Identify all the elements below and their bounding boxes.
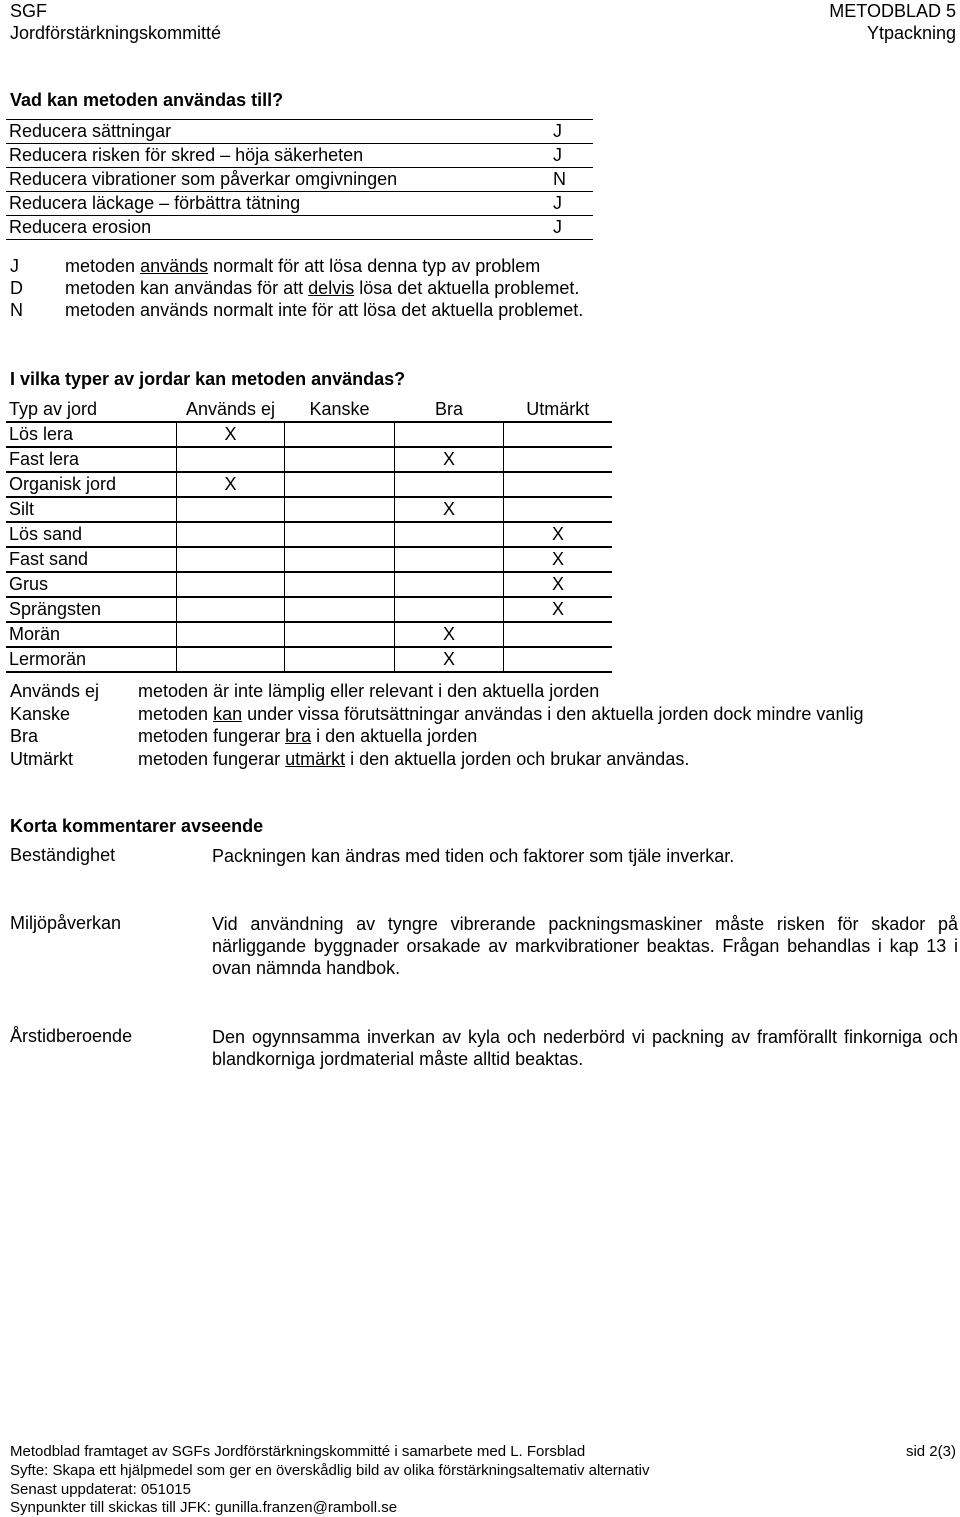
soil-mark bbox=[177, 572, 285, 597]
soil-row bbox=[6, 572, 612, 597]
soil-column-header: Utmärkt bbox=[504, 398, 613, 422]
soil-legend-text bbox=[138, 726, 477, 747]
soil-row bbox=[6, 547, 612, 572]
soil-table bbox=[6, 398, 612, 673]
soil-row bbox=[6, 497, 612, 522]
emphasis: bra bbox=[285, 726, 312, 746]
emphasis: används bbox=[140, 256, 209, 276]
legend-code: D bbox=[10, 278, 23, 298]
soil-type: Lös lera bbox=[6, 422, 177, 447]
soil-mark: X bbox=[395, 497, 504, 522]
soil-column-header: Typ av jord bbox=[6, 398, 177, 422]
footer-purpose: Syfte: Skapa ett hjälpmedel som ger en överskådlig bild av olika förstärkningsaltemativ alternativ bbox=[10, 1462, 650, 1479]
soil-mark bbox=[395, 522, 504, 547]
soil-row bbox=[6, 472, 612, 497]
comment-text: Vid användning av tyngre vibrerande packningsmaskiner måste risken för skador på närliggande byggnader orsakade av markvibrationer beaktas. Frågan behandlas i kap 13 i ovan nämnda handbok. bbox=[212, 914, 958, 978]
soil-mark: X bbox=[504, 522, 613, 547]
text-part: metoden bbox=[138, 703, 214, 724]
usage-task: Reducera sättningar bbox=[6, 120, 539, 144]
comment-term: Miljöpåverkan bbox=[10, 913, 122, 933]
soil-header-row bbox=[6, 398, 612, 422]
soil-mark bbox=[504, 497, 613, 522]
soil-legend-term: Bra bbox=[10, 726, 39, 746]
comment-term: Beständighet bbox=[10, 845, 116, 865]
soil-type: Organisk jord bbox=[6, 472, 177, 497]
legend-text bbox=[65, 256, 540, 277]
soil-mark bbox=[285, 622, 395, 647]
soil-mark bbox=[504, 622, 613, 647]
soil-mark: X bbox=[177, 422, 285, 447]
soil-mark: X bbox=[177, 472, 285, 497]
soil-mark bbox=[285, 647, 395, 672]
soil-legend-term: Utmärkt bbox=[10, 748, 73, 769]
legend-code: N bbox=[10, 300, 23, 320]
legend-code: J bbox=[10, 256, 19, 276]
soil-column-header: Kanske bbox=[285, 398, 395, 422]
soil-mark bbox=[285, 422, 395, 447]
soil-row bbox=[6, 522, 612, 547]
text-part: i den aktuella jorden och brukar användas. bbox=[345, 748, 690, 769]
usage-title: Vad kan metoden användas till? bbox=[10, 90, 284, 110]
soil-type: Lös sand bbox=[6, 522, 177, 547]
soils-title: I vilka typer av jordar kan metoden användas? bbox=[10, 369, 406, 389]
soil-legend-text bbox=[138, 749, 689, 770]
soil-legend-term: Kanske bbox=[10, 703, 71, 724]
soil-mark bbox=[395, 422, 504, 447]
soil-legend-text bbox=[138, 681, 599, 702]
soil-mark bbox=[285, 572, 395, 597]
soil-mark bbox=[285, 472, 395, 497]
soil-legend-term: Används ej bbox=[10, 681, 100, 701]
usage-task: Reducera vibrationer som påverkar omgivningen bbox=[6, 168, 539, 192]
soil-mark bbox=[285, 597, 395, 622]
soil-mark: X bbox=[395, 647, 504, 672]
soil-mark bbox=[504, 447, 613, 472]
comments-title: Korta kommentarer avseende bbox=[10, 816, 264, 836]
text-part: normalt för att lösa denna typ av problem bbox=[208, 256, 541, 276]
soil-mark bbox=[504, 647, 613, 672]
comment-text: Den ogynnsamma inverkan av kyla och nederbörd vi packning av framförallt finkorniga och blandkorniga jordmaterial måste alltid beaktas. bbox=[212, 1027, 958, 1069]
soil-type: Grus bbox=[6, 572, 177, 597]
header-method: Ytpackning bbox=[866, 23, 956, 43]
usage-row bbox=[6, 192, 593, 216]
usage-answer: J bbox=[539, 144, 593, 168]
usage-table bbox=[6, 119, 593, 240]
usage-task: Reducera erosion bbox=[6, 216, 539, 240]
soil-row bbox=[6, 422, 612, 447]
soil-mark bbox=[504, 472, 613, 497]
soil-mark bbox=[177, 497, 285, 522]
soil-mark bbox=[177, 522, 285, 547]
header-org: SGF bbox=[10, 1, 48, 21]
text-part: metoden används normalt inte för att lösa det aktuella problemet. bbox=[65, 300, 584, 320]
soil-mark: X bbox=[504, 572, 613, 597]
soil-column-header: Bra bbox=[395, 398, 504, 422]
footer-contact: Synpunkter till skickas till JFK: gunilla.franzen@ramboll.se bbox=[10, 1499, 398, 1516]
soil-row bbox=[6, 647, 612, 672]
soil-mark bbox=[177, 622, 285, 647]
soil-mark bbox=[177, 597, 285, 622]
soil-type: Fast lera bbox=[6, 447, 177, 472]
soil-row bbox=[6, 447, 612, 472]
soil-mark bbox=[285, 447, 395, 472]
soil-type: Silt bbox=[6, 497, 177, 522]
usage-row bbox=[6, 144, 593, 168]
soil-mark bbox=[395, 572, 504, 597]
soil-mark bbox=[395, 597, 504, 622]
soil-mark bbox=[395, 472, 504, 497]
soil-mark bbox=[285, 497, 395, 522]
usage-answer: J bbox=[539, 120, 593, 144]
usage-answer: N bbox=[539, 168, 593, 192]
soil-column-header: Används ej bbox=[177, 398, 285, 422]
soil-type: Lermorän bbox=[6, 647, 177, 672]
text-part: metoden fungerar bbox=[138, 748, 286, 769]
emphasis: kan bbox=[213, 703, 243, 724]
soil-mark: X bbox=[395, 622, 504, 647]
emphasis: delvis bbox=[308, 278, 355, 298]
text-part: metoden bbox=[65, 256, 141, 276]
soil-mark: X bbox=[504, 547, 613, 572]
soil-mark: X bbox=[395, 447, 504, 472]
text-part: i den aktuella jorden bbox=[311, 726, 478, 746]
soil-row bbox=[6, 622, 612, 647]
legend-text bbox=[65, 278, 579, 299]
soil-mark bbox=[504, 422, 613, 447]
comment-text: Packningen kan ändras med tiden och faktorer som tjäle inverkar. bbox=[212, 846, 735, 866]
footer-credit: Metodblad framtaget av SGFs Jordförstärkningskommitté i samarbete med L. Forsblad bbox=[10, 1443, 586, 1460]
header-committee: Jordförstärkningskommitté bbox=[10, 23, 222, 43]
text-part: metoden kan användas för att bbox=[65, 278, 309, 298]
usage-row bbox=[6, 216, 593, 240]
soil-legend-text bbox=[138, 704, 863, 725]
comment-term: Årstidberoende bbox=[10, 1026, 133, 1046]
header-doc-number: METODBLAD 5 bbox=[829, 1, 956, 21]
usage-task: Reducera risken för skred – höja säkerheten bbox=[6, 144, 539, 168]
text-part: under vissa förutsättningar användas i den aktuella jorden dock mindre vanlig bbox=[242, 703, 864, 724]
text-part: lösa det aktuella problemet. bbox=[354, 278, 580, 298]
soil-mark bbox=[285, 522, 395, 547]
usage-row bbox=[6, 120, 593, 144]
emphasis: utmärkt bbox=[285, 748, 346, 769]
soil-mark bbox=[177, 647, 285, 672]
usage-row bbox=[6, 168, 593, 192]
text-part: metoden fungerar bbox=[138, 726, 286, 746]
soil-type: Morän bbox=[6, 622, 177, 647]
soil-mark bbox=[395, 547, 504, 572]
footer-page-number: sid 2(3) bbox=[905, 1443, 956, 1460]
soil-row bbox=[6, 597, 612, 622]
usage-answer: J bbox=[539, 192, 593, 216]
soil-mark bbox=[285, 547, 395, 572]
footer-updated: Senast uppdaterat: 051015 bbox=[10, 1481, 191, 1498]
soil-mark bbox=[177, 547, 285, 572]
usage-answer: J bbox=[539, 216, 593, 240]
legend-text bbox=[65, 300, 583, 321]
text-part: metoden är inte lämplig eller relevant i den aktuella jorden bbox=[138, 681, 600, 701]
soil-type: Fast sand bbox=[6, 547, 177, 572]
soil-type: Sprängsten bbox=[6, 597, 177, 622]
usage-task: Reducera läckage – förbättra tätning bbox=[6, 192, 539, 216]
soil-mark bbox=[177, 447, 285, 472]
soil-mark: X bbox=[504, 597, 613, 622]
